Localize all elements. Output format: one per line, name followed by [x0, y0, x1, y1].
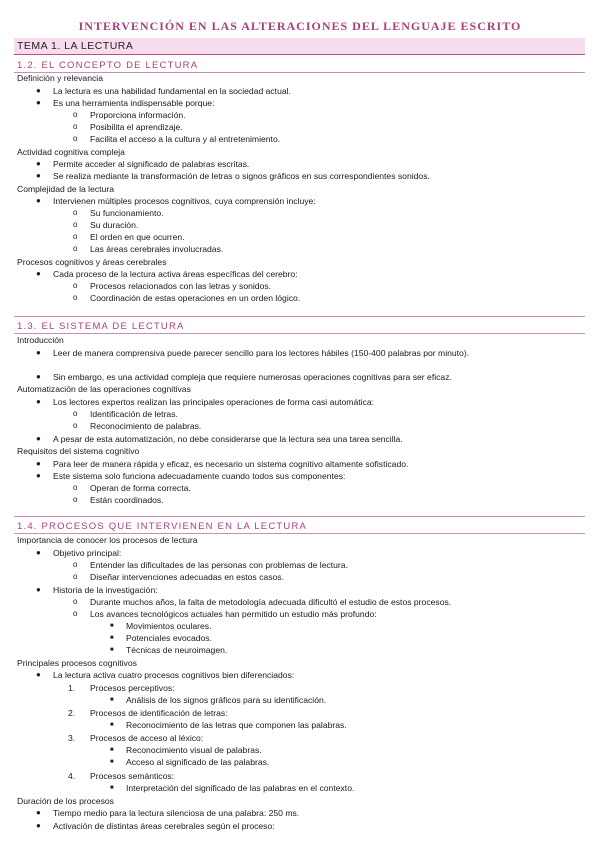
list-item: Se realiza mediante la transformación de letras o signos gráficos en sus correspondientes sonidos. — [53, 171, 430, 181]
list-item: El orden en que ocurren. — [90, 232, 185, 242]
list-item: Posibilita el aprendizaje. — [90, 122, 183, 132]
section-divider — [14, 516, 585, 517]
list-item: Cada proceso de la lectura activa áreas específicas del cerebro: — [53, 269, 298, 279]
list-item: La lectura activa cuatro procesos cognitivos bien diferenciados: — [53, 670, 295, 680]
bullet-marker: ● — [36, 98, 41, 107]
subheading: Duración de los procesos — [17, 796, 114, 806]
bullet-marker: ● — [36, 471, 41, 480]
list-item: Sin embargo, es una actividad compleja que requiere numerosas operaciones cognitivas para ser eficaz. — [53, 372, 452, 382]
bullet-marker: ● — [36, 821, 41, 830]
list-item: Su duración. — [90, 220, 139, 230]
section-1-2-heading: 1.2. EL CONCEPTO DE LECTURA — [17, 60, 199, 71]
bullet-marker: ● — [36, 196, 41, 205]
list-item: A pesar de esta automatización, no debe considerarse que la lectura sea una tarea sencilla. — [53, 434, 403, 444]
list-item: Leer de manera comprensiva puede parecer sencillo para los lectores hábiles (150-400 palabras por minuto). — [53, 348, 470, 358]
list-item: Permite acceder al significado de palabras escritas. — [53, 159, 250, 169]
subheading: Definición y relevancia — [17, 73, 103, 83]
list-item: Diseñar intervenciones adecuadas en estos casos. — [90, 572, 284, 582]
bullet-marker: ● — [36, 269, 41, 278]
list-item: Durante muchos años, la falta de metodología adecuada dificultó el estudio de estos procesos. — [90, 597, 452, 607]
square-marker: ■ — [110, 722, 114, 728]
list-item: Tiempo medio para la lectura silenciosa de una palabra: 250 ms. — [53, 808, 300, 818]
subheading: Complejidad de la lectura — [17, 184, 114, 194]
list-item: Es una herramienta indispensable porque: — [53, 98, 215, 108]
list-item: Identificación de letras. — [90, 409, 178, 419]
list-number: 1. — [68, 683, 76, 693]
list-item: Procesos semánticos: — [90, 771, 175, 781]
bullet-marker: ● — [36, 348, 41, 357]
list-number: 2. — [68, 708, 76, 718]
list-item: Procesos de acceso al léxico: — [90, 733, 204, 743]
list-item: Análisis de los signos gráficos para su identificación. — [126, 695, 327, 705]
list-item: Los avances tecnológicos actuales han permitido un estudio más profundo: — [90, 609, 377, 619]
list-item: Objetivo principal: — [53, 548, 122, 558]
square-marker: ■ — [110, 647, 114, 653]
list-item: Activación de distintas áreas cerebrales según el proceso: — [53, 821, 275, 831]
list-number: 4. — [68, 771, 76, 781]
tema-header: TEMA 1. LA LECTURA — [14, 38, 585, 55]
list-item: Potenciales evocados. — [126, 633, 212, 643]
square-marker: ■ — [110, 785, 114, 791]
list-item: Coordinación de estas operaciones en un orden lógico. — [90, 293, 301, 303]
list-item: Para leer de manera rápida y eficaz, es necesario un sistema cognitivo altamente sofisticado. — [53, 459, 409, 469]
list-item: Entender las dificultades de las personas con problemas de lectura. — [90, 560, 348, 570]
list-item: Operan de forma correcta. — [90, 483, 191, 493]
list-item: Acceso al significado de las palabras. — [126, 757, 270, 767]
bullet-marker: ● — [36, 459, 41, 468]
bullet-marker: ● — [36, 808, 41, 817]
circle-marker: o — [73, 495, 78, 504]
bullet-marker: ● — [36, 372, 41, 381]
list-item: Reconocimiento de palabras. — [90, 421, 202, 431]
document-title: INTERVENCIÓN EN LAS ALTERACIONES DEL LENGUAJE ESCRITO — [78, 19, 522, 33]
circle-marker: o — [73, 421, 78, 430]
bullet-marker: ● — [36, 585, 41, 594]
circle-marker: o — [73, 122, 78, 131]
circle-marker: o — [73, 572, 78, 581]
list-item: Reconocimiento de las letras que componen las palabras. — [126, 720, 347, 730]
circle-marker: o — [73, 220, 78, 229]
circle-marker: o — [73, 409, 78, 418]
subheading: Principales procesos cognitivos — [17, 658, 137, 668]
circle-marker: o — [73, 244, 78, 253]
list-item: Proporciona información. — [90, 110, 186, 120]
square-marker: ■ — [110, 635, 114, 641]
list-item: Están coordinados. — [90, 495, 164, 505]
bullet-marker: ● — [36, 86, 41, 95]
list-item: Procesos perceptivos: — [90, 683, 175, 693]
square-marker: ■ — [110, 759, 114, 765]
circle-marker: o — [73, 483, 78, 492]
subheading: Importancia de conocer los procesos de lectura — [17, 535, 198, 545]
subheading: Introducción — [17, 335, 64, 345]
circle-marker: o — [73, 134, 78, 143]
section-1-4-heading: 1.4. PROCESOS QUE INTERVIENEN EN LA LECTURA — [17, 521, 308, 532]
circle-marker: o — [73, 281, 78, 290]
list-item: La lectura es una habilidad fundamental en la sociedad actual. — [53, 86, 291, 96]
subheading: Automatización de las operaciones cognitivas — [17, 384, 191, 394]
bullet-marker: ● — [36, 397, 41, 406]
list-item: Las áreas cerebrales involucradas. — [90, 244, 224, 254]
section-divider — [14, 333, 585, 334]
list-number: 3. — [68, 733, 76, 743]
list-item: Procesos de identificación de letras: — [90, 708, 228, 718]
bullet-marker: ● — [36, 159, 41, 168]
list-item: Procesos relacionados con las letras y sonidos. — [90, 281, 272, 291]
list-item: Técnicas de neuroimagen. — [126, 645, 228, 655]
section-divider — [14, 316, 585, 317]
list-item: Su funcionamiento. — [90, 208, 164, 218]
bullet-marker: ● — [36, 548, 41, 557]
list-item: Movimientos oculares. — [126, 621, 212, 631]
circle-marker: o — [73, 597, 78, 606]
square-marker: ■ — [110, 747, 114, 753]
bullet-marker: ● — [36, 171, 41, 180]
subheading: Procesos cognitivos y áreas cerebrales — [17, 257, 167, 267]
list-item: Intervienen múltiples procesos cognitivos, cuya comprensión incluye: — [53, 196, 316, 206]
circle-marker: o — [73, 232, 78, 241]
list-item: Historia de la investigación: — [53, 585, 158, 595]
bullet-marker: ● — [36, 434, 41, 443]
circle-marker: o — [73, 609, 78, 618]
list-item: Los lectores expertos realizan las principales operaciones de forma casi automática: — [53, 397, 374, 407]
list-item: Reconocimiento visual de palabras. — [126, 745, 262, 755]
list-item: Facilita el acceso a la cultura y al entretenimiento. — [90, 134, 281, 144]
circle-marker: o — [73, 293, 78, 302]
circle-marker: o — [73, 110, 78, 119]
square-marker: ■ — [110, 623, 114, 629]
list-item: Interpretación del significado de las palabras en el contexto. — [126, 783, 355, 793]
subheading: Requisitos del sistema cognitivo — [17, 446, 140, 456]
bullet-marker: ● — [36, 670, 41, 679]
section-1-3-heading: 1.3. EL SISTEMA DE LECTURA — [17, 321, 185, 332]
square-marker: ■ — [110, 697, 114, 703]
subheading: Actividad cognitiva compleja — [17, 147, 125, 157]
list-item: Este sistema solo funciona adecuadamente cuando todos sus componentes: — [53, 471, 346, 481]
circle-marker: o — [73, 208, 78, 217]
circle-marker: o — [73, 560, 78, 569]
